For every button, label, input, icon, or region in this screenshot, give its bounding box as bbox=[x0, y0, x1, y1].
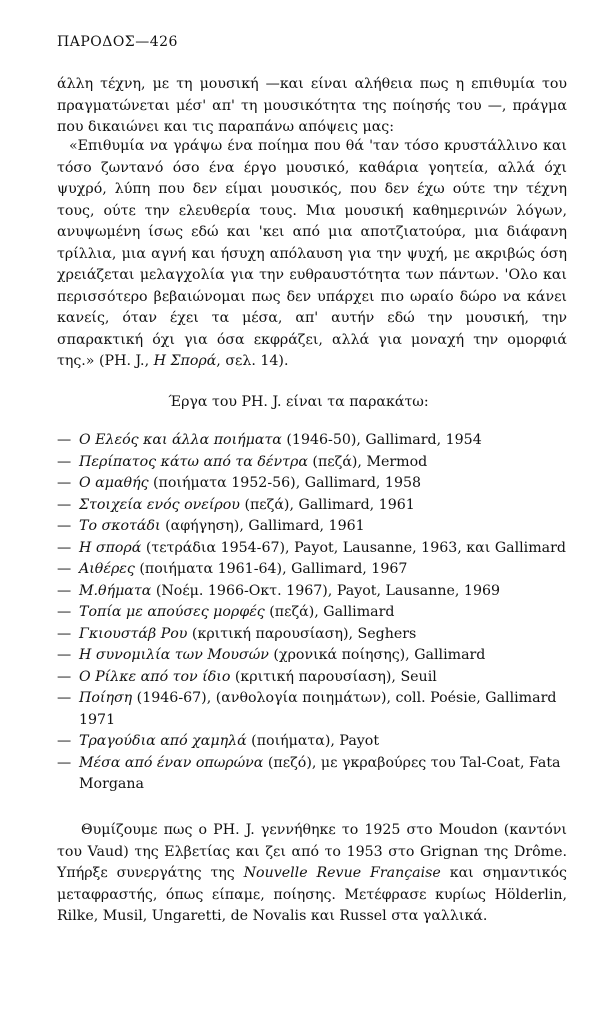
work-title: Στοιχεία ενός ονείρου bbox=[79, 496, 240, 513]
list-item bbox=[57, 688, 567, 731]
work-details: (ποιήματα 1952-56), Gallimard, 1958 bbox=[148, 475, 422, 491]
list-dash: — bbox=[57, 453, 72, 470]
closing-text-2: και σημαντικός μεταφραστής, όπως είπαμε, ποίησης. Μετέφρασε κυρίως Hölderlin, Rilke, Musil, Ungaretti, de Novalis και Russel στα γαλλικά. bbox=[57, 865, 567, 924]
work-title: Ο Ρίλκε από τον ίδιο bbox=[79, 668, 231, 685]
work-details: (1946-67), (ανθολογία ποιημάτων), coll. Poésie, Gallimard 1971 bbox=[79, 690, 557, 728]
work-title: Ποίηση bbox=[79, 690, 133, 706]
work-title: Τραγούδια από χαμηλά bbox=[79, 733, 247, 749]
work-details: (1946-50), Gallimard, 1954 bbox=[281, 432, 482, 448]
list-item bbox=[57, 731, 567, 753]
work-title: Το σκοτάδι bbox=[79, 518, 161, 534]
quote-source-tail: , σελ. 14). bbox=[216, 353, 289, 369]
list-dash: — bbox=[57, 604, 72, 620]
list-item bbox=[57, 430, 567, 452]
work-title: Μέσα από έναν οπωρώνα bbox=[79, 754, 264, 771]
work-details: (ποιήματα), Payot bbox=[246, 733, 380, 749]
work-title: Αιθέρες bbox=[79, 561, 135, 577]
work-details: (Νοέμ. 1966-Οκτ. 1967), Payot, Lausanne, 1969 bbox=[151, 582, 501, 599]
list-dash: — bbox=[57, 690, 72, 706]
work-details: (τετράδια 1954-67), Payot, Lausanne, 1963, και Gallimard bbox=[141, 539, 566, 556]
list-dash: — bbox=[57, 432, 72, 448]
work-title: Η συνομιλία των Μουσών bbox=[79, 647, 269, 663]
list-dash: — bbox=[57, 733, 72, 749]
quote-source-title: Η Σπορά bbox=[153, 353, 217, 369]
list-dash: — bbox=[57, 561, 72, 577]
list-item bbox=[57, 602, 567, 624]
work-title: Γκιουστάβ Ρου bbox=[79, 625, 188, 642]
list-item bbox=[57, 538, 567, 560]
work-title: Ο Ελεός και άλλα ποιήματα bbox=[79, 432, 282, 448]
work-details: (κριτική παρουσίαση), Seuil bbox=[230, 668, 437, 685]
list-dash: — bbox=[57, 539, 72, 556]
list-item bbox=[57, 667, 567, 689]
list-item bbox=[57, 581, 567, 603]
work-details: (πεζά), Mermod bbox=[307, 453, 428, 470]
intro-paragraph: άλλη τέχνη, με τη μουσική —και είναι αλήθεια πως η επιθυμία του πραγματώνεται μέσ' απ' τη μουσικότητα της ποίησής του —, πράγμα που δικαιώνει και τις παραπάνω απόψεις μας: bbox=[57, 76, 567, 135]
work-title: Περίπατος κάτω από τα δέντρα bbox=[79, 453, 308, 470]
work-details: (αφήγηση), Gallimard, 1961 bbox=[160, 518, 365, 534]
list-item bbox=[57, 645, 567, 667]
list-dash: — bbox=[57, 668, 72, 685]
works-list bbox=[57, 430, 567, 796]
quote-paragraph bbox=[57, 136, 567, 373]
list-item bbox=[57, 473, 567, 495]
works-heading: Έργα του PH. J. είναι τα παρακάτω: bbox=[168, 394, 429, 410]
work-details: (πεζό), με γκραβούρες του Tal-Coat, Fata Morgana bbox=[79, 754, 561, 792]
work-title: Μ.θήματα bbox=[79, 582, 152, 599]
list-item bbox=[57, 516, 567, 538]
work-details: (κριτική παρουσίαση), Seghers bbox=[187, 625, 417, 642]
list-item bbox=[57, 624, 567, 646]
quote-text: «Επιθυμία να γράψω ένα ποίημα που θά 'ταν τόσο κρυστάλλινο και τόσο ζωντανό όσο ένα έργο μουσικό, καθάρια γοητεία, αλλά όχι ψυχρό, λύπη που δεν είμαι μουσικός, που δεν έχω ούτε την τέχνη τους, ούτε την ελευθερία τους. Μια μουσική καθημερινών λόγων, ανυψωμένη ίσως εδώ και 'κει από μια αποτζιατούρα, μια διάφανη τρίλλια, μια αγνή και ήσυχη απόλαυση για την ψυχή, με ακριβώς όση χρειάζεται μελαγχολία για την ευθραυστότητα των πάντων. 'Ολο και περισσότερο βεβαιώνομαι πως δεν υπάρχει πιο ωραίο δώρο να κάνει κανείς, όταν έχει τα μέσα, απ' αυτήν εδώ την μουσική, την σπαρακτική όχι για όσα εκφράζει, αλλά για μοναχή την ομορφιά της.» (PH. J., bbox=[57, 138, 567, 369]
work-details: (πεζά), Gallimard, 1961 bbox=[239, 496, 415, 513]
work-title: Η σπορά bbox=[79, 539, 142, 556]
list-item bbox=[57, 452, 567, 474]
list-item bbox=[57, 495, 567, 517]
list-dash: — bbox=[57, 754, 72, 771]
list-dash: — bbox=[57, 496, 72, 513]
closing-text-1: Θυμίζουμε πως ο PH. J. γεννήθηκε το 1925 στο Moudon (καντόνι του Vaud) της Ελβετίας και ζει από το 1953 στο Grignan της Drôme. Υπήρξε συνεργάτης της bbox=[57, 822, 567, 881]
list-dash: — bbox=[57, 582, 72, 599]
list-dash: — bbox=[57, 625, 72, 642]
work-details: (χρονικά ποίησης), Gallimard bbox=[268, 647, 486, 663]
work-title: Τοπία με απούσες μορφές bbox=[79, 604, 265, 620]
work-details: (ποιήματα 1961-64), Gallimard, 1967 bbox=[134, 561, 408, 577]
list-item bbox=[57, 559, 567, 581]
list-dash: — bbox=[57, 647, 72, 663]
list-item bbox=[57, 753, 567, 796]
journal-title: Nouvelle Revue Française bbox=[243, 865, 441, 881]
work-details: (πεζά), Gallimard bbox=[264, 604, 395, 620]
list-dash: — bbox=[57, 518, 72, 534]
closing-paragraph bbox=[57, 820, 567, 928]
list-dash: — bbox=[57, 475, 72, 491]
running-header: ΠΑΡΟΔΟΣ—426 bbox=[57, 34, 178, 50]
work-title: Ο αμαθής bbox=[79, 475, 149, 491]
